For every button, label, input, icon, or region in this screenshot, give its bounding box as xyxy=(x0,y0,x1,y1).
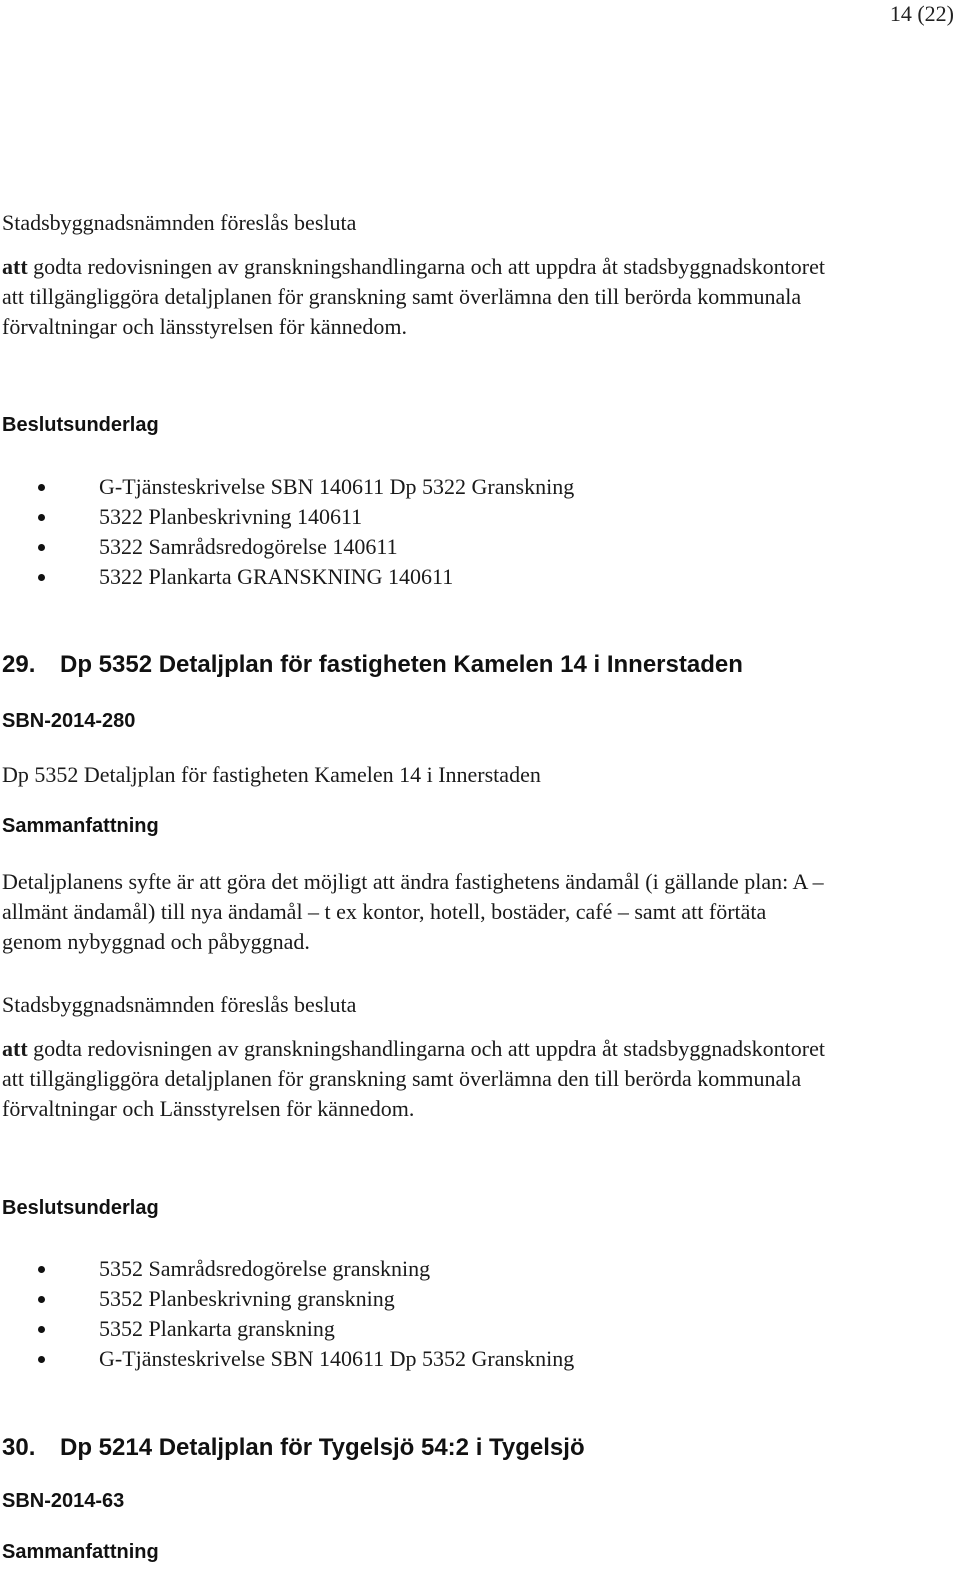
bullet-icon xyxy=(38,574,45,581)
proposal-line: att godta redovisningen av granskningshandlingarna och att uppdra åt stadsbyggnadskontoret xyxy=(2,1036,825,1061)
proposal-heading: Stadsbyggnadsnämnden föreslås besluta xyxy=(2,992,357,1017)
proposal-line: att godta redovisningen av granskningshandlingarna och att uppdra åt stadsbyggnadskontoret xyxy=(2,254,825,279)
proposal-line: att tillgängliggöra detaljplanen för granskning samt överlämna den till berörda kommunala xyxy=(2,284,802,309)
basis-heading: Beslutsunderlag xyxy=(2,414,159,436)
bullet-icon xyxy=(38,1326,45,1333)
item-number: 30. xyxy=(2,1434,36,1461)
summary-line: Detaljplanens syfte är att göra det möjligt att ändra fastighetens ändamål (i gällande plan: A – xyxy=(2,869,824,894)
summary-heading: Sammanfattning xyxy=(2,1541,159,1563)
summary-line: allmänt ändamål) till nya ändamål – t ex kontor, hotell, bostäder, café – samt att förtäta xyxy=(2,899,767,924)
bullet-icon xyxy=(38,1296,45,1303)
item-heading xyxy=(2,651,743,679)
item-number: 29. xyxy=(2,651,36,678)
proposal-lead: att xyxy=(2,254,28,279)
item-title: Dp 5214 Detaljplan för Tygelsjö 54:2 i Tygelsjö xyxy=(60,1434,585,1461)
proposal-line: att tillgängliggöra detaljplanen för granskning samt överlämna den till berörda kommunala xyxy=(2,1066,802,1091)
summary-line: genom nybyggnad och påbyggnad. xyxy=(2,929,310,954)
bullet-icon xyxy=(38,1356,45,1363)
list-item: G-Tjänsteskrivelse SBN 140611 Dp 5352 Granskning xyxy=(0,1344,574,1374)
item-subtitle: Dp 5352 Detaljplan för fastigheten Kamelen 14 i Innerstaden xyxy=(2,762,541,787)
proposal-paragraph xyxy=(2,252,958,342)
list-item: 5352 Samrådsredogörelse granskning xyxy=(0,1254,574,1284)
list-item: G-Tjänsteskrivelse SBN 140611 Dp 5322 Granskning xyxy=(0,472,574,502)
list-item: 5322 Plankarta GRANSKNING 140611 xyxy=(0,562,574,592)
basis-heading: Beslutsunderlag xyxy=(2,1197,159,1219)
proposal-lead: att xyxy=(2,1036,28,1061)
item-title: Dp 5352 Detaljplan för fastigheten Kamelen 14 i Innerstaden xyxy=(60,651,743,678)
case-id: SBN-2014-280 xyxy=(2,710,136,732)
list-item: 5322 Planbeskrivning 140611 xyxy=(0,502,574,532)
proposal-heading: Stadsbyggnadsnämnden föreslås besluta xyxy=(2,210,357,235)
proposal-paragraph xyxy=(2,1034,958,1124)
summary-paragraph xyxy=(2,867,958,957)
list-item: 5322 Samrådsredogörelse 140611 xyxy=(0,532,574,562)
case-id: SBN-2014-63 xyxy=(2,1490,125,1512)
list-item: 5352 Plankarta granskning xyxy=(0,1314,574,1344)
summary-heading: Sammanfattning xyxy=(2,815,159,837)
proposal-line: förvaltningar och länsstyrelsen för kännedom. xyxy=(2,314,408,339)
page-number: 14 (22) xyxy=(889,1,954,26)
basis-list xyxy=(0,1254,574,1374)
basis-list xyxy=(0,472,574,592)
list-item: 5352 Planbeskrivning granskning xyxy=(0,1284,574,1314)
bullet-icon xyxy=(38,544,45,551)
proposal-line: förvaltningar och Länsstyrelsen för kännedom. xyxy=(2,1096,415,1121)
bullet-icon xyxy=(38,514,45,521)
bullet-icon xyxy=(38,1266,45,1273)
item-heading xyxy=(2,1434,585,1462)
bullet-icon xyxy=(38,484,45,491)
